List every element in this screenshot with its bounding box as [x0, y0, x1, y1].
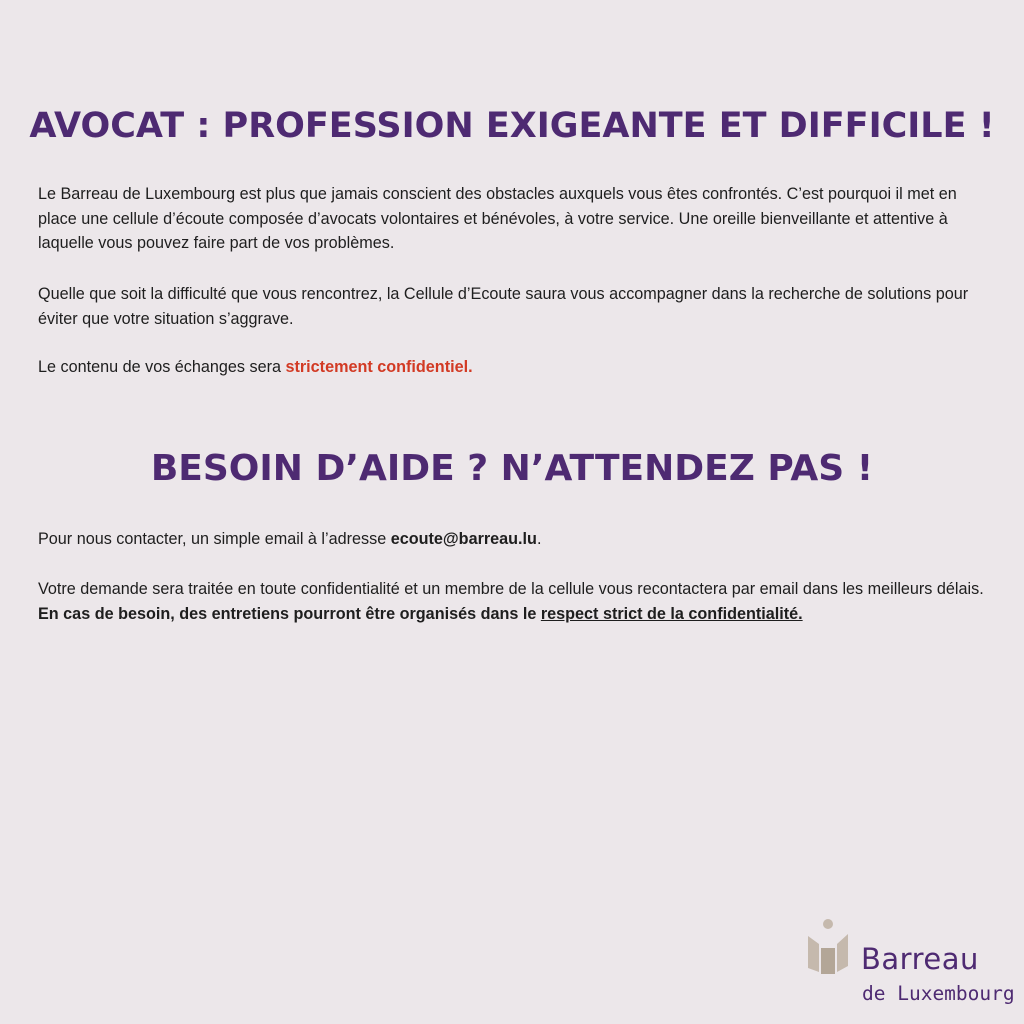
confidential-highlight: strictement confidentiel.	[285, 358, 473, 376]
barreau-logo	[806, 918, 1020, 1010]
contact-prefix: Pour nous contacter, un simple email à l’adresse	[38, 530, 391, 548]
contact-suffix: .	[536, 530, 542, 548]
request-underline-text: respect strict de la confidentialité.	[540, 604, 803, 623]
confidential-prefix: Le contenu de vos échanges sera	[38, 358, 286, 376]
confidential-paragraph	[38, 355, 988, 380]
logo-mark-icon	[806, 918, 850, 978]
section-heading-help: BESOIN D’AIDE ? N’ATTENDEZ PAS !	[150, 448, 874, 489]
section-heading-profession: AVOCAT : PROFESSION EXIGEANTE ET DIFFICILE !	[29, 106, 995, 146]
request-paragraph	[38, 577, 988, 626]
intro-paragraph: Le Barreau de Luxembourg est plus que jamais conscient des obstacles auxquels vous êtes confrontés. C’est pourquoi il met en place une cellule d’écoute composée d’avocats volontaires et bénévoles, à votre service. Une oreille bienveillante et attentive à laquelle vous pouvez faire part de vos problèmes.	[38, 185, 957, 252]
contact-paragraph	[38, 527, 988, 552]
logo-subtitle: de Luxembourg	[862, 982, 1015, 1005]
request-bold-text: En cas de besoin, des entretiens pourront être organisés dans le	[38, 604, 541, 623]
support-paragraph: Quelle que soit la difficulté que vous rencontrez, la Cellule d’Ecoute saura vous accompagner dans la recherche de solutions pour éviter que votre situation s’aggrave.	[38, 285, 969, 328]
logo-title: Barreau	[861, 942, 979, 976]
contact-email: ecoute@barreau.lu	[390, 530, 537, 548]
request-text: Votre demande sera traitée en toute confidentialité et un membre de la cellule vous recontactera par email dans les meilleurs délais.	[38, 580, 984, 598]
